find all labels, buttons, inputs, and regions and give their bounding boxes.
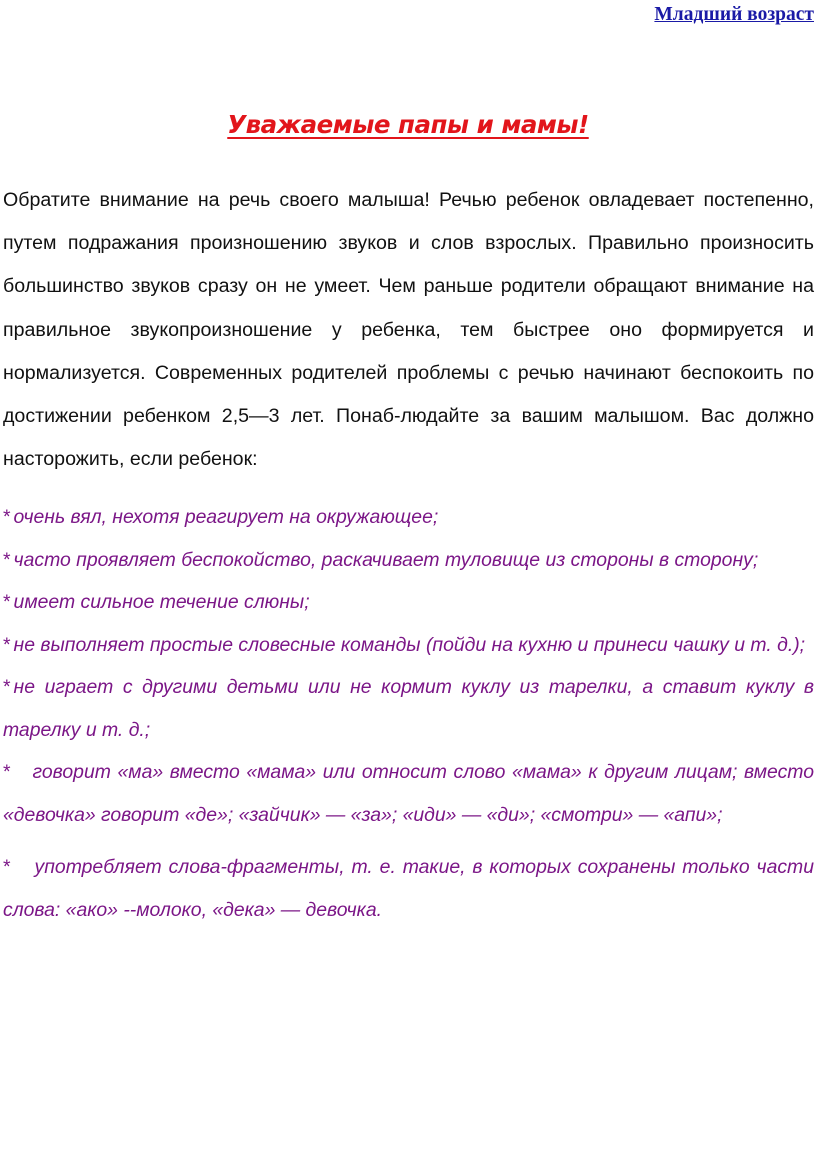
symptom-list (3, 496, 814, 931)
list-item (3, 496, 814, 539)
list-item (3, 624, 814, 667)
bullet-marker: * (3, 856, 11, 878)
age-group-link[interactable]: Младший возраст (654, 4, 814, 25)
bullet-marker: * (3, 633, 11, 656)
bullet-marker: * (3, 676, 11, 698)
list-item (3, 581, 814, 624)
intro-paragraph: Обратите внимание на речь своего малыша! Речью ребенок овладевает постепенно, путем подражания произношению звуков и слов взрослых. Правильно произносить большинство звуков сразу он не умеет. Чем раньше родители обращают внимание на правильное звукопроизношение у ребенка, тем быстрее оно формируется и нормализуется. Современных родителей проблемы с речью начинают беспокоить по достижении ребенком 2,5—3 лет. Понаб-людайте за вашим малышом. Вас должно насторожить, если ребенок: (3, 189, 814, 471)
list-item-text: часто проявляет беспокойство, раскачивает туловище из стороны в сторону; (13, 548, 759, 571)
list-item-text: имеет сильное течение слюны; (13, 591, 310, 613)
bullet-marker: * (3, 591, 11, 613)
list-item-text: не играет с другими детьми или не кормит куклу из тарелки, а ставит куклу в тарелку и т. д.; (3, 676, 814, 741)
page-title: Уважаемые папы и мамы! (227, 110, 589, 139)
list-item-text: очень вял, нехотя реагирует на окружающее; (13, 506, 439, 528)
bullet-marker: * (3, 506, 11, 528)
bullet-marker: * (3, 548, 11, 571)
list-item (3, 666, 814, 751)
list-item-text: употребляет слова-фрагменты, т. е. такие, в которых сохранены только части слова: «ако» --молоко, «дека» — девочка. (3, 856, 814, 921)
list-item (3, 751, 814, 836)
list-item (3, 539, 814, 582)
list-item (3, 846, 814, 931)
list-item-text: не выполняет простые словесные команды (пойди на кухню и принеси чашку и т. д.); (13, 633, 806, 656)
list-item-text: говорит «ма» вместо «мама» или относит слово «мама» к другим лицам; вместо «девочка» говорит «де»; «зайчик» — «за»; «иди» — «ди»; «смотри» — «апи»; (3, 761, 814, 826)
bullet-marker: * (3, 761, 11, 783)
